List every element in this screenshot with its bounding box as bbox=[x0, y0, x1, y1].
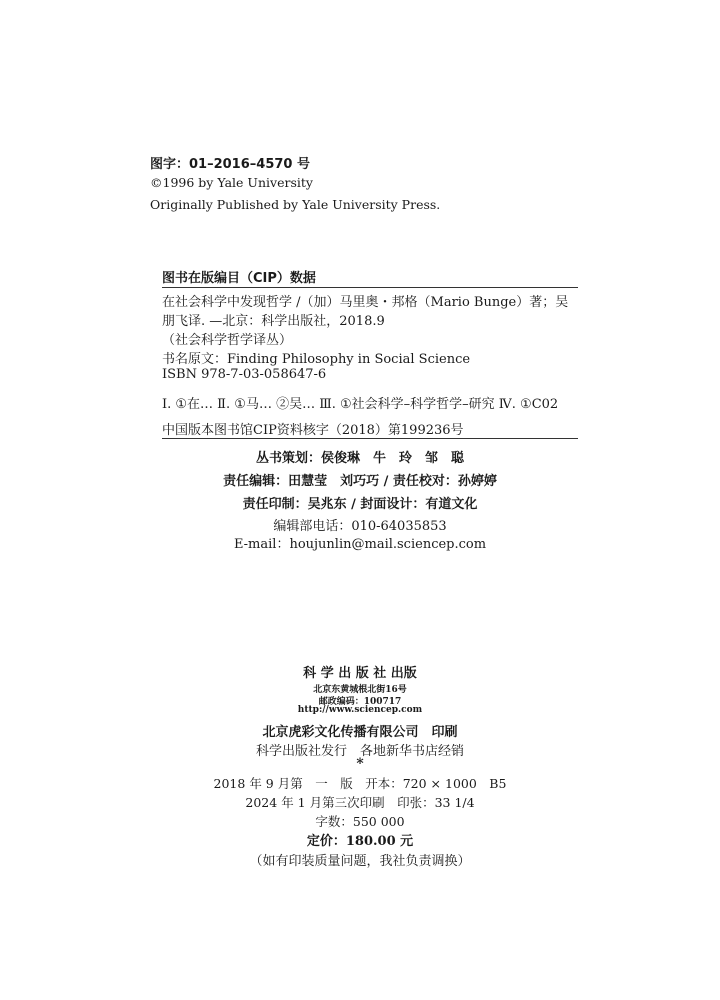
cip-record-number: 中国版本图书馆CIP资料核字（2018）第199236号 bbox=[162, 423, 464, 438]
cip-entry-line-4: 书名原文：Finding Philosophy in Social Science bbox=[162, 352, 471, 367]
word-count: 字数：550 000 bbox=[315, 814, 405, 829]
publisher-website: http://www.sciencep.com bbox=[297, 705, 423, 715]
series-planner: 丛书策划：侯俊琳 牛 玲 邹 聪 bbox=[255, 451, 464, 466]
printing-info: 2024 年 1 月第三次印刷 印张：33 1/4 bbox=[245, 795, 475, 810]
cip-top-divider bbox=[162, 287, 578, 288]
cip-entry-line-6: Ⅰ. ①在… Ⅱ. ①马… ②吴… Ⅲ. ①社会科学–科学哲学–研究 Ⅳ. ①C02 bbox=[162, 397, 559, 412]
original-publication: Originally Published by Yale University Press. bbox=[150, 197, 441, 212]
editors: 责任编辑：田慧莹 刘巧巧 / 责任校对：孙婷婷 bbox=[223, 474, 497, 489]
cip-bottom-divider bbox=[162, 438, 578, 439]
cip-entry-line-1: 在社会科学中发现哲学 /（加）马里奥・邦格（Mario Bunge）著；吴 bbox=[162, 295, 569, 310]
editorial-email: E-mail：houjunlin@mail.sciencep.com bbox=[233, 537, 487, 552]
defect-notice: （如有印装质量问题，我社负责调换） bbox=[249, 854, 471, 869]
copyright-notice: ©1996 by Yale University bbox=[150, 175, 313, 190]
separator-asterisk: * bbox=[356, 756, 364, 772]
cip-entry-line-3: （社会科学哲学译丛） bbox=[162, 333, 293, 348]
cip-heading: 图书在版编目（CIP）数据 bbox=[162, 271, 316, 286]
printer: 北京虎彩文化传播有限公司 印刷 bbox=[262, 725, 458, 740]
cip-entry-line-5: ISBN 978-7-03-058647-6 bbox=[162, 367, 327, 382]
cip-entry-line-2: 朋飞译. —北京：科学出版社，2018.9 bbox=[162, 314, 385, 329]
publisher-address: 北京东黄城根北街16号 bbox=[313, 685, 407, 695]
edition-info: 2018 年 9 月第 一 版 开本：720 × 1000 B5 bbox=[213, 776, 507, 791]
publisher-name: 科 学 出 版 社 出版 bbox=[303, 666, 417, 681]
publisher-postcode: 邮政编码：100717 bbox=[318, 697, 402, 707]
print-and-design: 责任印制：吴兆东 / 封面设计：有道文化 bbox=[242, 497, 478, 512]
distribution: 科学出版社发行 各地新华书店经销 bbox=[255, 744, 464, 759]
editorial-phone: 编辑部电话：010-64035853 bbox=[273, 519, 447, 534]
price: 定价：180.00 元 bbox=[306, 834, 414, 849]
registration-number: 图字：01–2016–4570 号 bbox=[150, 157, 310, 172]
